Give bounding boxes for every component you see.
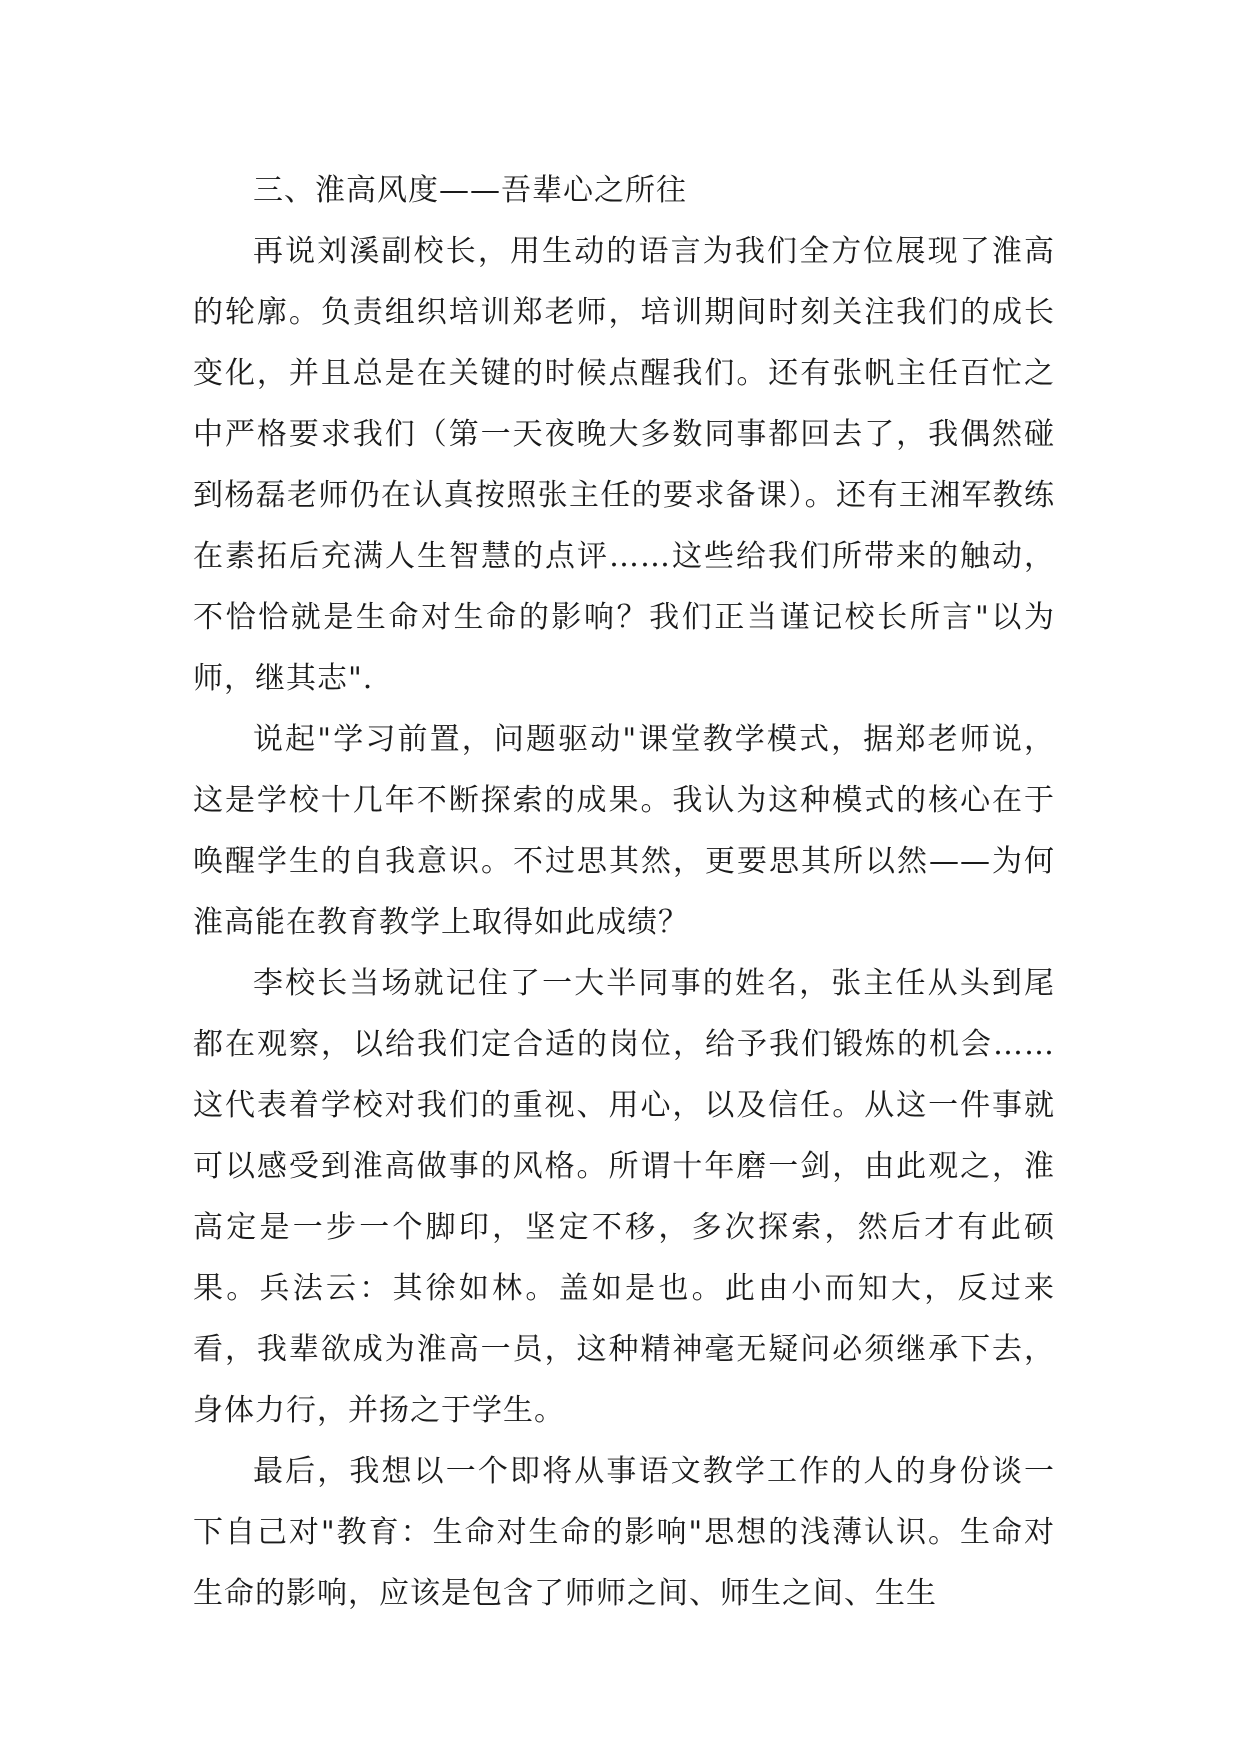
paragraph-1: 再说刘溪副校长，用生动的语言为我们全方位展现了淮高的轮廓。负责组织培训郑老师，培训期间时刻关注我们的成长变化，并且总是在关键的时候点醒我们。还有张帆主任百忙之中严格要求我们（第一天夜晚大多数同事都回去了，我偶然碰到杨磊老师仍在认真按照张主任的要求备课）。还有王湘军教练在素拓后充满人生智慧的点评……这些给我们所带来的触动，不恰恰就是生命对生命的影响？我们正当谨记校长所言"以为师，继其志". (193, 234, 1055, 696)
section-heading: 三、淮高风度——吾辈心之所往 (253, 173, 687, 208)
document-body (193, 160, 1055, 1624)
paragraph-4: 最后，我想以一个即将从事语文教学工作的人的身份谈一下自己对"教育：生命对生命的影响"思想的浅薄认识。生命对生命的影响，应该是包含了师师之间、师生之间、生生 (193, 1454, 1055, 1611)
paragraph-2: 说起"学习前置，问题驱动"课堂教学模式，据郑老师说，这是学校十几年不断探索的成果。我认为这种模式的核心在于唤醒学生的自我意识。不过思其然，更要思其所以然——为何淮高能在教育教学上取得如此成绩？ (193, 722, 1055, 940)
paragraph-3: 李校长当场就记住了一大半同事的姓名，张主任从头到尾都在观察，以给我们定合适的岗位，给予我们锻炼的机会……这代表着学校对我们的重视、用心，以及信任。从这一件事就可以感受到淮高做事的风格。所谓十年磨一剑，由此观之，淮高定是一步一个脚印，坚定不移，多次探索，然后才有此硕果。兵法云：其徐如林。盖如是也。此由小而知大，反过来看，我辈欲成为淮高一员，这种精神毫无疑问必须继承下去，身体力行，并扬之于学生。 (193, 966, 1055, 1428)
